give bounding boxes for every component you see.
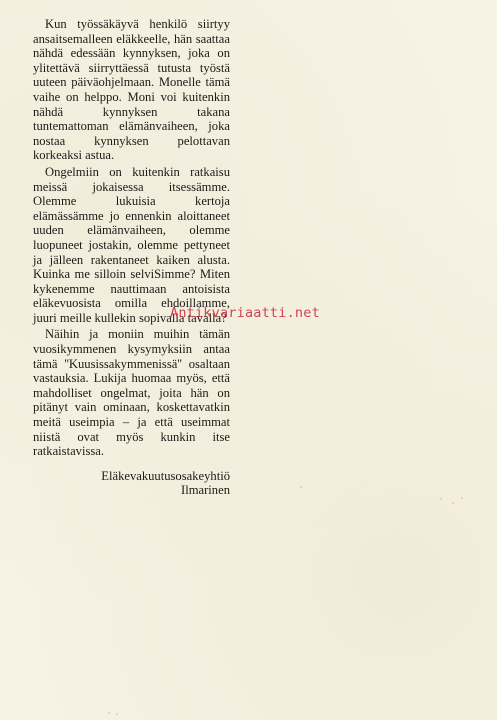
paper-speck [108,712,110,714]
paper-speck [452,502,454,504]
paper-speck [300,486,302,488]
paragraph-2: Ongelmiin on kuitenkin ratkaisu meissä jokaisessa itsessämme. Olemme lukuisia kertoja elämässämme jo ennenkin aloittaneet uuden elämänvaiheen, olemme luopuneet jostakin, olemme pettyneet ja jälleen rakentaneet kaiken alusta. Kuinka me silloin selviSimme? Miten kykenemme nauttimaan antoisista eläkevuosista omilla ehdoillamme, juuri meille kullekin sopivalla tavalla? [33,164,230,325]
paper-speck [461,497,463,499]
paragraph-3: Näihin ja moniin muihin tämän vuosikymmenen kysymyksiin antaa tämä ''Kuusissakymmenissä'' osaltaan vastauksia. Lukija huomaa myös, että mahdolliset ongelmat, joita hän on pitänyt vain ominaan, koskettavatkin meitä useimpia – ja että useimmat niistä ovat myös kunkin itse ratkaistavissa. [33,327,230,459]
paper-speck [440,498,442,500]
paper-speck [116,713,118,715]
watermark-text: Antikvariaatti.net [170,305,320,321]
signature [33,469,230,498]
signature-company: Eläkevakuutusosakeyhtiö [101,468,230,483]
paragraph-1: Kun työssäkäyvä henkilö siirtyy ansaitsemalleen eläkkeelle, hän saattaa nähdä edessään kynnyksen, joka on ylitettävä siirryttäessä tutusta työstä uuteen päiväohjelmaan. Monelle tämä vaihe on helppo. Moni voi kuitenkin nähdä kynnyksen takana tuntemattoman elämänvaiheen, joka nostaa kynnyksen pelottavan korkeaksi astua. [33,17,230,163]
signature-name: Ilmarinen [181,483,230,498]
text-column [33,17,230,498]
